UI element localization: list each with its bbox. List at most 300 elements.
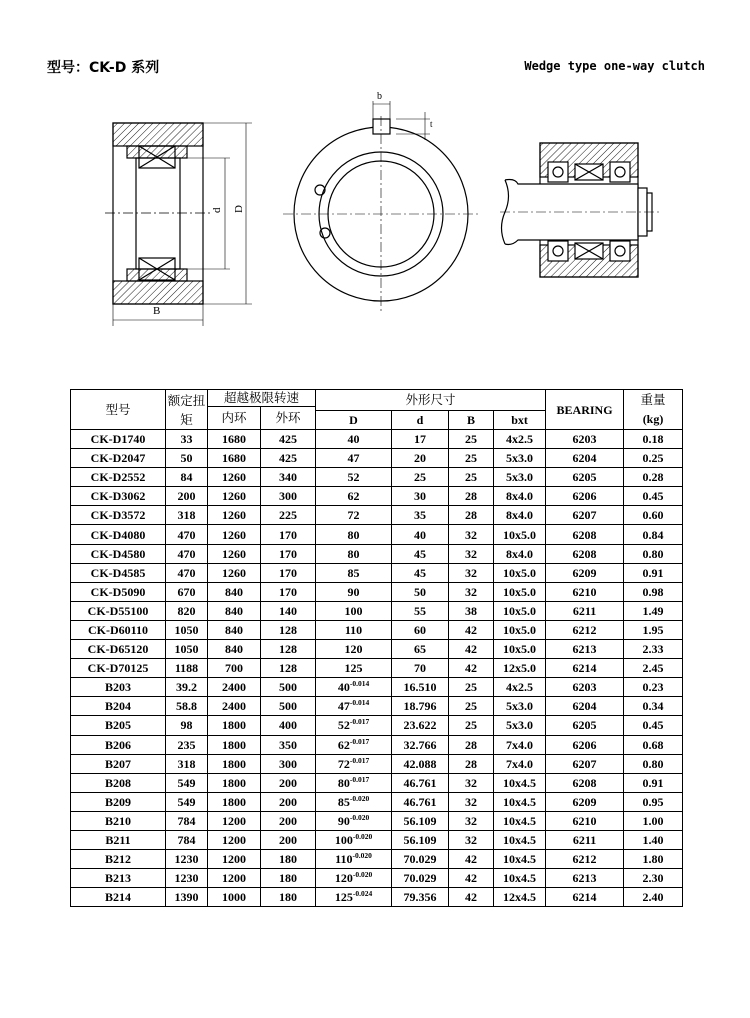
cell-D-value: 52 (337, 718, 350, 733)
cell-B: 25 (449, 468, 494, 487)
cell-bxt: 7x4.0 (494, 735, 546, 754)
cell-outer: 200 (261, 811, 316, 830)
cell-weight: 1.00 (624, 811, 683, 830)
cell-B: 32 (449, 792, 494, 811)
cell-bxt: 10x4.5 (494, 773, 546, 792)
cell-weight: 0.80 (624, 544, 683, 563)
cell-inner: 700 (208, 659, 261, 678)
header-B: B (449, 410, 494, 429)
spec-table (70, 389, 683, 907)
cell-D-value: 62 (347, 489, 360, 504)
cell-bxt: 5x3.0 (494, 697, 546, 716)
cell-B: 42 (449, 869, 494, 888)
table-row (71, 754, 683, 773)
cell-model: CK-D4585 (71, 563, 166, 582)
cell-B: 32 (449, 525, 494, 544)
cell-model: CK-D2047 (71, 449, 166, 468)
cell-bxt: 10x4.5 (494, 792, 546, 811)
table-row (71, 468, 683, 487)
cell-inner: 1680 (208, 449, 261, 468)
cell-d: 46.761 (392, 773, 449, 792)
cell-bearing: 6204 (546, 449, 624, 468)
cell-D (316, 601, 392, 620)
cell-D (316, 582, 392, 601)
cell-inner: 1800 (208, 773, 261, 792)
cell-weight: 1.80 (624, 850, 683, 869)
table-row (71, 601, 683, 620)
cell-bearing: 6208 (546, 525, 624, 544)
cell-bearing: 6210 (546, 582, 624, 601)
header-inner: 内环 (208, 407, 261, 430)
cell-bxt: 8x4.0 (494, 487, 546, 506)
product-type-title: Wedge type one-way clutch (524, 59, 705, 73)
cell-D (316, 830, 392, 849)
cell-outer: 425 (261, 449, 316, 468)
cell-weight: 2.40 (624, 888, 683, 907)
cross-section-drawing (105, 123, 252, 326)
header-d: d (392, 410, 449, 429)
cell-torque: 549 (166, 792, 208, 811)
cell-D (316, 716, 392, 735)
cell-weight: 2.45 (624, 659, 683, 678)
cell-outer: 170 (261, 525, 316, 544)
cell-torque: 670 (166, 582, 208, 601)
table-row (71, 697, 683, 716)
cell-model: B206 (71, 735, 166, 754)
cell-model: B212 (71, 850, 166, 869)
cell-bearing: 6211 (546, 601, 624, 620)
cell-torque: 470 (166, 525, 208, 544)
cell-weight: 0.18 (624, 430, 683, 449)
header-weight (624, 390, 683, 430)
cell-model: CK-D4580 (71, 544, 166, 563)
cell-bearing: 6213 (546, 869, 624, 888)
cell-inner: 1800 (208, 792, 261, 811)
cell-outer: 300 (261, 487, 316, 506)
cell-weight: 0.23 (624, 678, 683, 697)
cell-B: 25 (449, 449, 494, 468)
cell-bxt: 10x5.0 (494, 563, 546, 582)
cell-D (316, 869, 392, 888)
cell-bearing: 6212 (546, 620, 624, 639)
cell-inner: 840 (208, 601, 261, 620)
cell-D (316, 735, 392, 754)
cell-model: B205 (71, 716, 166, 735)
cell-B: 42 (449, 850, 494, 869)
cell-torque: 98 (166, 716, 208, 735)
technical-drawings (0, 80, 750, 350)
cell-outer: 400 (261, 716, 316, 735)
cell-torque: 1050 (166, 640, 208, 659)
header-outer: 外环 (261, 407, 316, 430)
cell-weight: 2.33 (624, 640, 683, 659)
cell-D-tolerance: -0.020 (352, 870, 373, 880)
cell-d: 17 (392, 430, 449, 449)
cell-outer: 180 (261, 869, 316, 888)
header-bxt: bxt (494, 410, 546, 429)
cell-D-value: 40 (337, 680, 350, 695)
table-row (71, 792, 683, 811)
cell-D-value: 85 (347, 565, 360, 580)
cell-bearing: 6213 (546, 640, 624, 659)
cell-d: 56.109 (392, 811, 449, 830)
cell-torque: 235 (166, 735, 208, 754)
cell-B: 28 (449, 487, 494, 506)
cell-d: 56.109 (392, 830, 449, 849)
cell-outer: 170 (261, 563, 316, 582)
cell-D-tolerance: -0.017 (349, 755, 370, 765)
table-row (71, 773, 683, 792)
cell-B: 25 (449, 678, 494, 697)
cell-D (316, 620, 392, 639)
cell-bearing: 6206 (546, 735, 624, 754)
cell-model: CK-D3572 (71, 506, 166, 525)
cell-B: 32 (449, 582, 494, 601)
cell-weight: 0.84 (624, 525, 683, 544)
cell-D (316, 544, 392, 563)
cell-bearing: 6205 (546, 468, 624, 487)
cell-d: 42.088 (392, 754, 449, 773)
cell-torque: 1230 (166, 850, 208, 869)
cell-model: B210 (71, 811, 166, 830)
cell-B: 38 (449, 601, 494, 620)
cell-B: 25 (449, 697, 494, 716)
label-d: d (211, 207, 223, 213)
cell-d: 70 (392, 659, 449, 678)
cell-D-value: 120 (334, 871, 353, 886)
cell-D (316, 563, 392, 582)
cell-D-tolerance: -0.020 (352, 851, 372, 861)
table-row (71, 888, 683, 907)
cell-outer: 350 (261, 735, 316, 754)
cell-inner: 840 (208, 640, 261, 659)
cell-d: 65 (392, 640, 449, 659)
cell-D (316, 487, 392, 506)
cell-inner: 1800 (208, 716, 261, 735)
cell-D-tolerance: -0.024 (352, 889, 373, 899)
cell-bxt: 10x4.5 (494, 830, 546, 849)
table-row (71, 830, 683, 849)
cell-D (316, 754, 392, 773)
cell-D (316, 659, 392, 678)
cell-bxt: 7x4.0 (494, 754, 546, 773)
cell-d: 16.510 (392, 678, 449, 697)
cell-B: 42 (449, 620, 494, 639)
table-row (71, 563, 683, 582)
label-D: D (233, 205, 245, 213)
cell-weight: 0.45 (624, 716, 683, 735)
cell-bearing: 6203 (546, 430, 624, 449)
cell-torque: 820 (166, 601, 208, 620)
cell-model: CK-D1740 (71, 430, 166, 449)
table-row (71, 582, 683, 601)
cell-D (316, 678, 392, 697)
cell-model: B203 (71, 678, 166, 697)
cell-D-tolerance: -0.014 (349, 679, 370, 689)
cell-d: 18.796 (392, 697, 449, 716)
header-weight-label: 重量 (640, 392, 666, 407)
cell-D-tolerance: -0.017 (349, 774, 370, 784)
cell-d: 40 (392, 525, 449, 544)
cell-outer: 500 (261, 678, 316, 697)
cell-weight: 0.28 (624, 468, 683, 487)
cell-outer: 180 (261, 850, 316, 869)
cell-outer: 425 (261, 430, 316, 449)
header-dims-group: 外形尺寸 (316, 390, 546, 411)
cell-bxt: 10x5.0 (494, 601, 546, 620)
label-t: t (430, 119, 433, 129)
cell-weight: 0.80 (624, 754, 683, 773)
cell-bxt: 10x5.0 (494, 525, 546, 544)
cell-D-value: 100 (344, 603, 363, 618)
cell-outer: 300 (261, 754, 316, 773)
cell-D-value: 90 (337, 813, 350, 828)
cell-D-tolerance: -0.020 (352, 832, 373, 842)
cell-B: 25 (449, 430, 494, 449)
cell-weight: 0.68 (624, 735, 683, 754)
cell-B: 42 (449, 888, 494, 907)
cell-bearing: 6205 (546, 716, 624, 735)
cell-B: 32 (449, 563, 494, 582)
cell-torque: 200 (166, 487, 208, 506)
cell-inner: 1200 (208, 830, 261, 849)
cell-model: CK-D65120 (71, 640, 166, 659)
cell-outer: 128 (261, 620, 316, 639)
cell-bearing: 6209 (546, 563, 624, 582)
cell-D (316, 468, 392, 487)
cell-D (316, 640, 392, 659)
cell-B: 25 (449, 716, 494, 735)
cell-d: 30 (392, 487, 449, 506)
cell-inner: 1200 (208, 850, 261, 869)
cell-inner: 1200 (208, 811, 261, 830)
cell-weight: 0.34 (624, 697, 683, 716)
cell-bearing: 6206 (546, 487, 624, 506)
cell-d: 45 (392, 563, 449, 582)
cell-D (316, 773, 392, 792)
header-D: D (316, 410, 392, 429)
cell-weight: 0.98 (624, 582, 683, 601)
cell-torque: 470 (166, 544, 208, 563)
cell-model: CK-D70125 (71, 659, 166, 678)
cell-bearing: 6208 (546, 773, 624, 792)
cell-B: 28 (449, 735, 494, 754)
cell-model: B208 (71, 773, 166, 792)
cell-weight: 0.91 (624, 563, 683, 582)
cell-torque: 784 (166, 811, 208, 830)
cell-inner: 1260 (208, 468, 261, 487)
cell-torque: 549 (166, 773, 208, 792)
cell-D (316, 792, 392, 811)
cell-bxt: 10x5.0 (494, 620, 546, 639)
cell-weight: 2.30 (624, 869, 683, 888)
table-row (71, 716, 683, 735)
cell-bearing: 6203 (546, 678, 624, 697)
cell-inner: 1260 (208, 563, 261, 582)
table-row (71, 678, 683, 697)
cell-D-value: 120 (344, 642, 363, 657)
cell-D-value: 62 (337, 737, 350, 752)
cell-inner: 2400 (208, 678, 261, 697)
series-title: 型号：CK-D 系列 (47, 60, 160, 76)
cell-outer: 225 (261, 506, 316, 525)
cell-outer: 200 (261, 773, 316, 792)
cell-torque: 58.8 (166, 697, 208, 716)
cell-model: CK-D5090 (71, 582, 166, 601)
cell-bearing: 6207 (546, 754, 624, 773)
cell-inner: 1200 (208, 869, 261, 888)
cell-D-value: 80 (347, 546, 360, 561)
cell-bearing: 6209 (546, 792, 624, 811)
cell-model: CK-D4080 (71, 525, 166, 544)
cell-D-tolerance: -0.020 (349, 793, 370, 803)
cell-torque: 318 (166, 754, 208, 773)
cell-torque: 784 (166, 830, 208, 849)
cell-B: 32 (449, 773, 494, 792)
cell-outer: 200 (261, 830, 316, 849)
header-torque: 额定扭矩 (166, 390, 208, 430)
cell-bxt: 12x4.5 (494, 888, 546, 907)
cell-inner: 1800 (208, 735, 261, 754)
cell-inner: 1260 (208, 506, 261, 525)
cell-bearing: 6211 (546, 830, 624, 849)
cell-model: B214 (71, 888, 166, 907)
cell-bearing: 6204 (546, 697, 624, 716)
cell-D-value: 125 (344, 661, 363, 676)
cell-D-tolerance: -0.020 (349, 812, 370, 822)
cell-model: B209 (71, 792, 166, 811)
cell-D-value: 110 (344, 622, 363, 637)
cell-outer: 180 (261, 888, 316, 907)
cell-D (316, 430, 392, 449)
table-row (71, 487, 683, 506)
cell-inner: 840 (208, 582, 261, 601)
cell-D-value: 47 (347, 451, 360, 466)
cell-bxt: 10x4.5 (494, 869, 546, 888)
cell-torque: 33 (166, 430, 208, 449)
cell-D-value: 40 (347, 432, 360, 447)
cell-D (316, 888, 392, 907)
cell-D (316, 449, 392, 468)
cell-inner: 2400 (208, 697, 261, 716)
header-model: 型号 (71, 390, 166, 430)
cell-D (316, 506, 392, 525)
table-row (71, 620, 683, 639)
cell-weight: 1.49 (624, 601, 683, 620)
cell-weight: 1.40 (624, 830, 683, 849)
cell-B: 32 (449, 811, 494, 830)
cell-model: CK-D3062 (71, 487, 166, 506)
cell-inner: 1800 (208, 754, 261, 773)
cell-outer: 170 (261, 544, 316, 563)
cell-outer: 128 (261, 659, 316, 678)
cell-d: 23.622 (392, 716, 449, 735)
cell-weight: 0.60 (624, 506, 683, 525)
table-row (71, 544, 683, 563)
cell-B: 42 (449, 640, 494, 659)
cell-d: 79.356 (392, 888, 449, 907)
front-view-drawing (283, 101, 480, 312)
cell-inner: 1260 (208, 487, 261, 506)
cell-weight: 0.45 (624, 487, 683, 506)
cell-D (316, 811, 392, 830)
cell-D-value: 90 (347, 584, 360, 599)
cell-D-value: 72 (347, 508, 360, 523)
cell-bxt: 10x4.5 (494, 811, 546, 830)
cell-bxt: 10x5.0 (494, 582, 546, 601)
cell-bearing: 6208 (546, 544, 624, 563)
cell-outer: 340 (261, 468, 316, 487)
cell-d: 32.766 (392, 735, 449, 754)
table-row (71, 525, 683, 544)
cell-inner: 1260 (208, 544, 261, 563)
cell-d: 70.029 (392, 850, 449, 869)
cell-D-tolerance: -0.017 (349, 736, 370, 746)
cell-weight: 1.95 (624, 620, 683, 639)
cell-D (316, 850, 392, 869)
cell-D-value: 52 (347, 470, 360, 485)
cell-weight: 0.95 (624, 792, 683, 811)
cell-d: 55 (392, 601, 449, 620)
cell-d: 50 (392, 582, 449, 601)
cell-inner: 1680 (208, 430, 261, 449)
cell-bxt: 8x4.0 (494, 506, 546, 525)
cell-model: B213 (71, 869, 166, 888)
table-row (71, 850, 683, 869)
cell-D (316, 525, 392, 544)
cell-D-value: 85 (337, 794, 350, 809)
header-bearing: BEARING (546, 390, 624, 430)
cell-d: 25 (392, 468, 449, 487)
cell-torque: 1390 (166, 888, 208, 907)
cell-model: CK-D60110 (71, 620, 166, 639)
cell-bxt: 10x4.5 (494, 850, 546, 869)
cell-torque: 1188 (166, 659, 208, 678)
table-row (71, 506, 683, 525)
cell-d: 20 (392, 449, 449, 468)
cell-inner: 840 (208, 620, 261, 639)
cell-model: CK-D55100 (71, 601, 166, 620)
cell-torque: 39.2 (166, 678, 208, 697)
cell-inner: 1260 (208, 525, 261, 544)
cell-bxt: 8x4.0 (494, 544, 546, 563)
spec-table-body (71, 430, 683, 907)
cell-bxt: 5x3.0 (494, 468, 546, 487)
cell-bxt: 10x5.0 (494, 640, 546, 659)
table-row (71, 659, 683, 678)
cell-torque: 50 (166, 449, 208, 468)
cell-torque: 84 (166, 468, 208, 487)
cell-bxt: 4x2.5 (494, 678, 546, 697)
label-b: b (377, 91, 382, 102)
table-row (71, 869, 683, 888)
cell-D-value: 110 (335, 852, 353, 867)
cell-D (316, 697, 392, 716)
assembly-drawing (500, 143, 660, 277)
cell-D-tolerance: -0.014 (349, 698, 370, 708)
table-row (71, 735, 683, 754)
cell-bxt: 12x5.0 (494, 659, 546, 678)
cell-D-tolerance: -0.017 (349, 717, 370, 727)
table-row (71, 430, 683, 449)
cell-D-value: 80 (347, 527, 360, 542)
cell-torque: 470 (166, 563, 208, 582)
cell-d: 45 (392, 544, 449, 563)
cell-outer: 500 (261, 697, 316, 716)
table-row (71, 640, 683, 659)
cell-d: 70.029 (392, 869, 449, 888)
cell-B: 42 (449, 659, 494, 678)
